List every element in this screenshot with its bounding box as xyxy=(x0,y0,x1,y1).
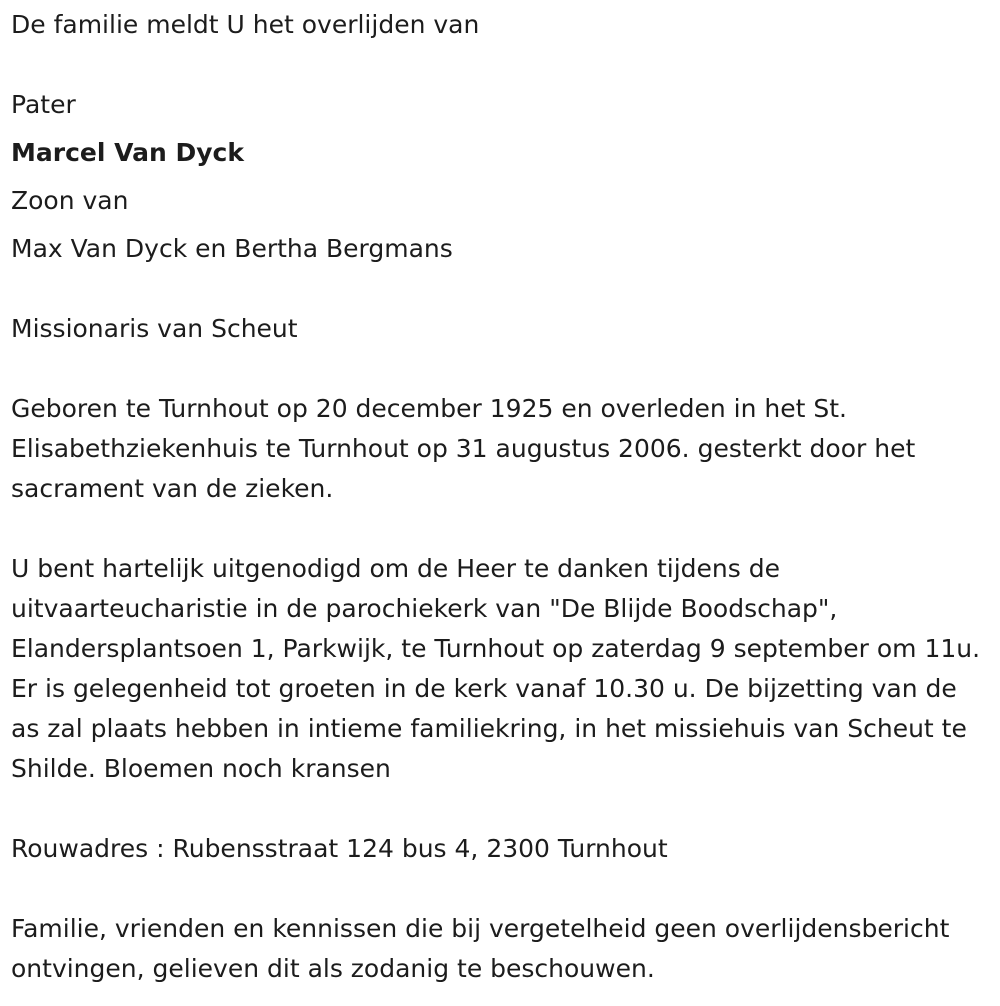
funeral-paragraph: U bent hartelijk uitgenodigd om de Heer te danken tijdens de uitvaarteucharistie in de parochiekerk van "De Blijde Boodschap", Elandersplantsoen 1, Parkwijk, te Turnhout op zaterdag 9 september om 11u. Er is gelegenheid tot groeten in de kerk vanaf 10.30 u. De bijzetting van de as zal plaats hebben in intieme familiekring, in het missiehuis van Scheut te Shilde. Bloemen noch kransen xyxy=(11,554,981,783)
title-text: Pater xyxy=(11,90,76,119)
occupation-text: Missionaris van Scheut xyxy=(11,314,298,343)
deceased-name: Marcel Van Dyck xyxy=(11,138,244,167)
birth-death-paragraph: Geboren te Turnhout op 20 december 1925 en overleden in het St. Elisabethziekenhuis te Turnhout op 31 augustus 2006. gesterkt door het sacrament van de zieken. xyxy=(11,394,916,503)
son-of-label: Zoon van xyxy=(11,186,129,215)
intro-text: De familie meldt U het overlijden van xyxy=(11,10,480,39)
mourning-address: Rouwadres : Rubensstraat 124 bus 4, 2300 Turnhout xyxy=(11,834,668,863)
parents-names: Max Van Dyck en Bertha Bergmans xyxy=(11,234,453,263)
closing-paragraph: Familie, vrienden en kennissen die bij vergetelheid geen overlijdensbericht ontvingen, gelieven dit als zodanig te beschouwen. xyxy=(11,914,950,983)
